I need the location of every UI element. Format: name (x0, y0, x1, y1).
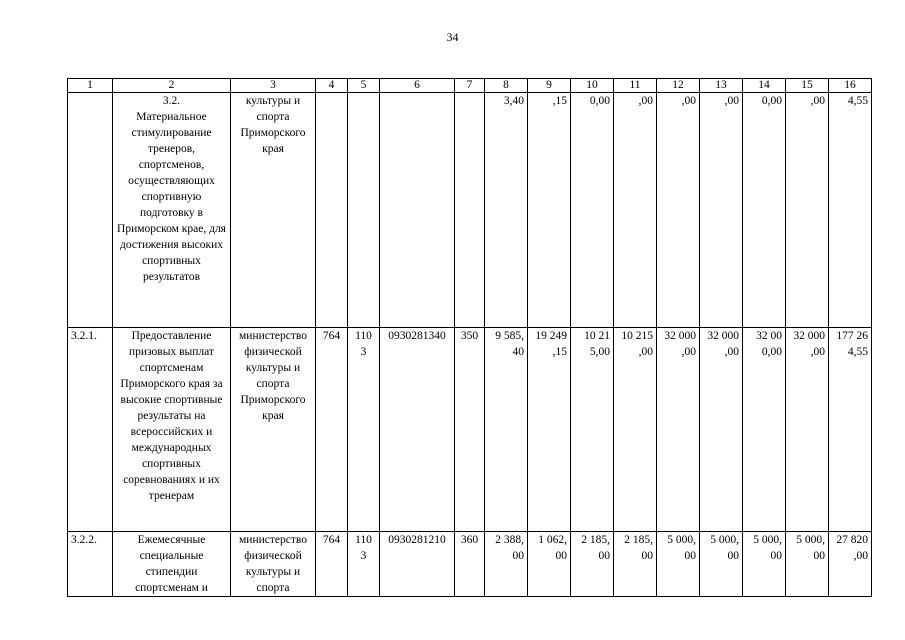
cell: 10 21 5,00 (571, 328, 614, 532)
cell: 0930281340 (380, 328, 455, 532)
cell: 3,40 (485, 93, 528, 328)
cell: 350 (455, 328, 485, 532)
measure-name: Предоставление призовых выплат спортсменам Приморского края за высокие спортивные результаты на всероссийских и международных спортивных соревнованиях и их тренерам (113, 328, 231, 532)
table-row (68, 93, 872, 328)
row-number: 3.2.2. (68, 532, 113, 597)
cell: 5 000, 00 (657, 532, 700, 597)
col-header: 13 (700, 79, 743, 93)
cell: 2 185, 00 (571, 532, 614, 597)
col-header: 8 (485, 79, 528, 93)
cell: 5 000, 00 (700, 532, 743, 597)
cell (455, 93, 485, 328)
cell: 4,55 (829, 93, 872, 328)
cell: ,00 (786, 93, 829, 328)
cell: 0930281210 (380, 532, 455, 597)
col-header: 9 (528, 79, 571, 93)
cell: 27 820 ,00 (829, 532, 872, 597)
executor: министерство физической культуры и спорта Приморского края (231, 328, 316, 532)
col-header: 10 (571, 79, 614, 93)
cell: 32 00 0,00 (743, 328, 786, 532)
page-number: 34 (446, 30, 459, 44)
budget-table (67, 78, 872, 597)
cell: ,00 (614, 93, 657, 328)
col-header: 6 (380, 79, 455, 93)
cell: ,00 (700, 93, 743, 328)
col-header: 11 (614, 79, 657, 93)
cell (348, 93, 380, 328)
table-row (68, 532, 872, 597)
header-row (68, 79, 872, 93)
col-header: 4 (316, 79, 348, 93)
row-number (68, 93, 113, 328)
col-header: 2 (113, 79, 231, 93)
cell: ,15 (528, 93, 571, 328)
cell: 2 185, 00 (614, 532, 657, 597)
cell: ,00 (657, 93, 700, 328)
col-header: 14 (743, 79, 786, 93)
cell: 764 (316, 532, 348, 597)
measure-name: 3.2. Материальное стимулирование тренеров, спортсменов, осуществляющих спортивную подготовку в Приморском крае, для достижения высоких спортивных результатов (113, 93, 231, 328)
row-number: 3.2.1. (68, 328, 113, 532)
cell: 177 26 4,55 (829, 328, 872, 532)
cell: 764 (316, 328, 348, 532)
cell (380, 93, 455, 328)
col-header: 5 (348, 79, 380, 93)
cell: 32 000 ,00 (786, 328, 829, 532)
cell: 9 585, 40 (485, 328, 528, 532)
executor: министерство физической культуры и спорта (231, 532, 316, 597)
col-header: 12 (657, 79, 700, 93)
cell: 32 000 ,00 (700, 328, 743, 532)
col-header: 7 (455, 79, 485, 93)
cell: 110 3 (348, 532, 380, 597)
cell: 110 3 (348, 328, 380, 532)
cell: 2 388, 00 (485, 532, 528, 597)
col-header: 3 (231, 79, 316, 93)
col-header: 15 (786, 79, 829, 93)
cell: 360 (455, 532, 485, 597)
measure-name: Ежемесячные специальные стипендии спортсменам и (113, 532, 231, 597)
cell: 19 249 ,15 (528, 328, 571, 532)
cell: 5 000, 00 (786, 532, 829, 597)
table-row (68, 328, 872, 532)
col-header: 16 (829, 79, 872, 93)
executor: культуры и спорта Приморского края (231, 93, 316, 328)
cell: 0,00 (743, 93, 786, 328)
col-header: 1 (68, 79, 113, 93)
cell (316, 93, 348, 328)
cell: 32 000 ,00 (657, 328, 700, 532)
cell: 0,00 (571, 93, 614, 328)
cell: 5 000, 00 (743, 532, 786, 597)
cell: 1 062, 00 (528, 532, 571, 597)
cell: 10 215 ,00 (614, 328, 657, 532)
